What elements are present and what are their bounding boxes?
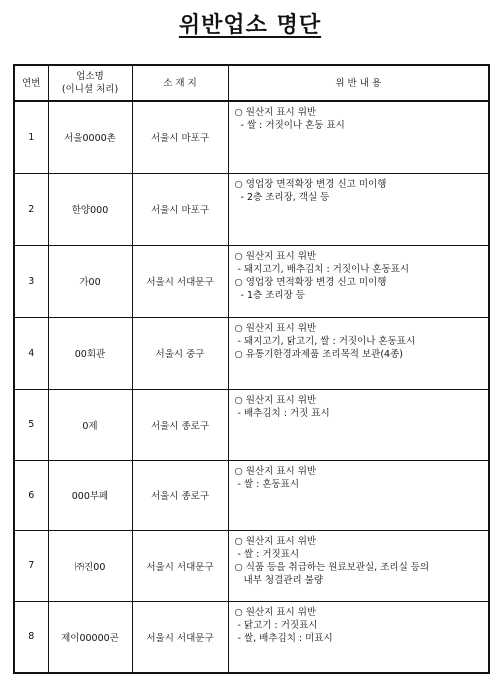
violation-line: ○ 원산지 표시 위반 [234,606,317,618]
cell-violation-content [228,101,489,173]
violation-line: ○ 원산지 표시 위반 [234,107,317,118]
violation-line: - 쌀 : 거짓표시 [234,548,300,560]
cell-location: 서울시 서대문구 [132,601,228,673]
cell-business-name: 000부페 [48,460,132,530]
violation-line: ○ 원산지 표시 위반 [234,322,317,334]
table-row [14,460,489,530]
header-no: 연번 [14,65,48,101]
cell-location: 서울시 종로구 [132,460,228,530]
page-title: 위반업소 명단 [178,13,322,38]
cell-violation-content [228,245,489,317]
violation-line: ○ 식품 등을 취급하는 원료보관실, 조리실 등의 [234,561,430,573]
table-body [14,101,489,673]
violation-line: - 1층 조리장 등 [234,289,305,301]
violation-line: 내부 청결관리 불량 [234,574,324,586]
table-row [14,601,489,673]
violation-line: - 쌀 : 거짓이나 혼동 표시 [234,120,345,131]
header-violation: 위 반 내 용 [228,65,489,101]
cell-no: 5 [14,389,48,460]
table-row [14,245,489,317]
violation-line: - 닭고기 : 거짓표시 [234,619,318,631]
cell-business-name: 서울0000촌 [48,101,132,173]
cell-no: 1 [14,101,48,173]
cell-business-name: 가00 [48,245,132,317]
cell-location: 서울시 종로구 [132,389,228,460]
cell-location: 서울시 서대문구 [132,245,228,317]
cell-business-name: 제이00000곤 [48,601,132,673]
cell-no: 8 [14,601,48,673]
violation-line: - 돼지고기, 닭고기, 쌀 : 거짓이나 혼동표시 [234,335,416,347]
violation-line: - 쌀, 배추김치 : 미표시 [234,632,333,644]
table-row [14,317,489,389]
table-row [14,173,489,245]
cell-business-name: ㈜진00 [48,530,132,601]
cell-no: 7 [14,530,48,601]
violation-line: ○ 원산지 표시 위반 [234,250,317,262]
header-name-line2: (이니셜 처리) [61,84,119,95]
cell-business-name: 00회관 [48,317,132,389]
cell-violation-content [228,460,489,530]
violation-line: ○ 영업장 면적확장 변경 신고 미이행 [234,178,387,190]
header-location: 소 재 지 [132,65,228,101]
cell-location: 서울시 중구 [132,317,228,389]
header-name-line1: 업소명 [76,71,104,82]
table-row [14,530,489,601]
cell-violation-content [228,173,489,245]
header-row [14,65,489,101]
cell-violation-content [228,317,489,389]
violation-line: ○ 원산지 표시 위반 [234,394,317,406]
cell-location: 서울시 마포구 [132,101,228,173]
violation-line: ○ 원산지 표시 위반 [234,535,317,547]
cell-business-name: 한양000 [48,173,132,245]
cell-no: 4 [14,317,48,389]
violation-line: - 쌀 : 혼동표시 [234,478,300,490]
cell-no: 6 [14,460,48,530]
violation-line: - 돼지고기, 배추김치 : 거짓이나 혼동표시 [234,263,410,275]
cell-violation-content [228,530,489,601]
violation-line: ○ 영업장 면적확장 변경 신고 미이행 [234,276,387,288]
violation-line: - 2층 조리장, 객실 등 [234,191,330,203]
table-row [14,101,489,173]
cell-violation-content [228,389,489,460]
cell-business-name: 0제 [48,389,132,460]
header-name [48,65,132,101]
cell-no: 2 [14,173,48,245]
table-row [14,389,489,460]
violation-line: ○ 유통기한경과제품 조리목적 보관(4종) [234,348,403,360]
cell-violation-content [228,601,489,673]
cell-location: 서울시 마포구 [132,173,228,245]
violation-line: ○ 원산지 표시 위반 [234,465,317,477]
violation-line: - 배추김치 : 거짓 표시 [234,407,330,419]
cell-no: 3 [14,245,48,317]
cell-location: 서울시 서대문구 [132,530,228,601]
violation-table [13,64,490,674]
title-wrap [0,8,500,39]
